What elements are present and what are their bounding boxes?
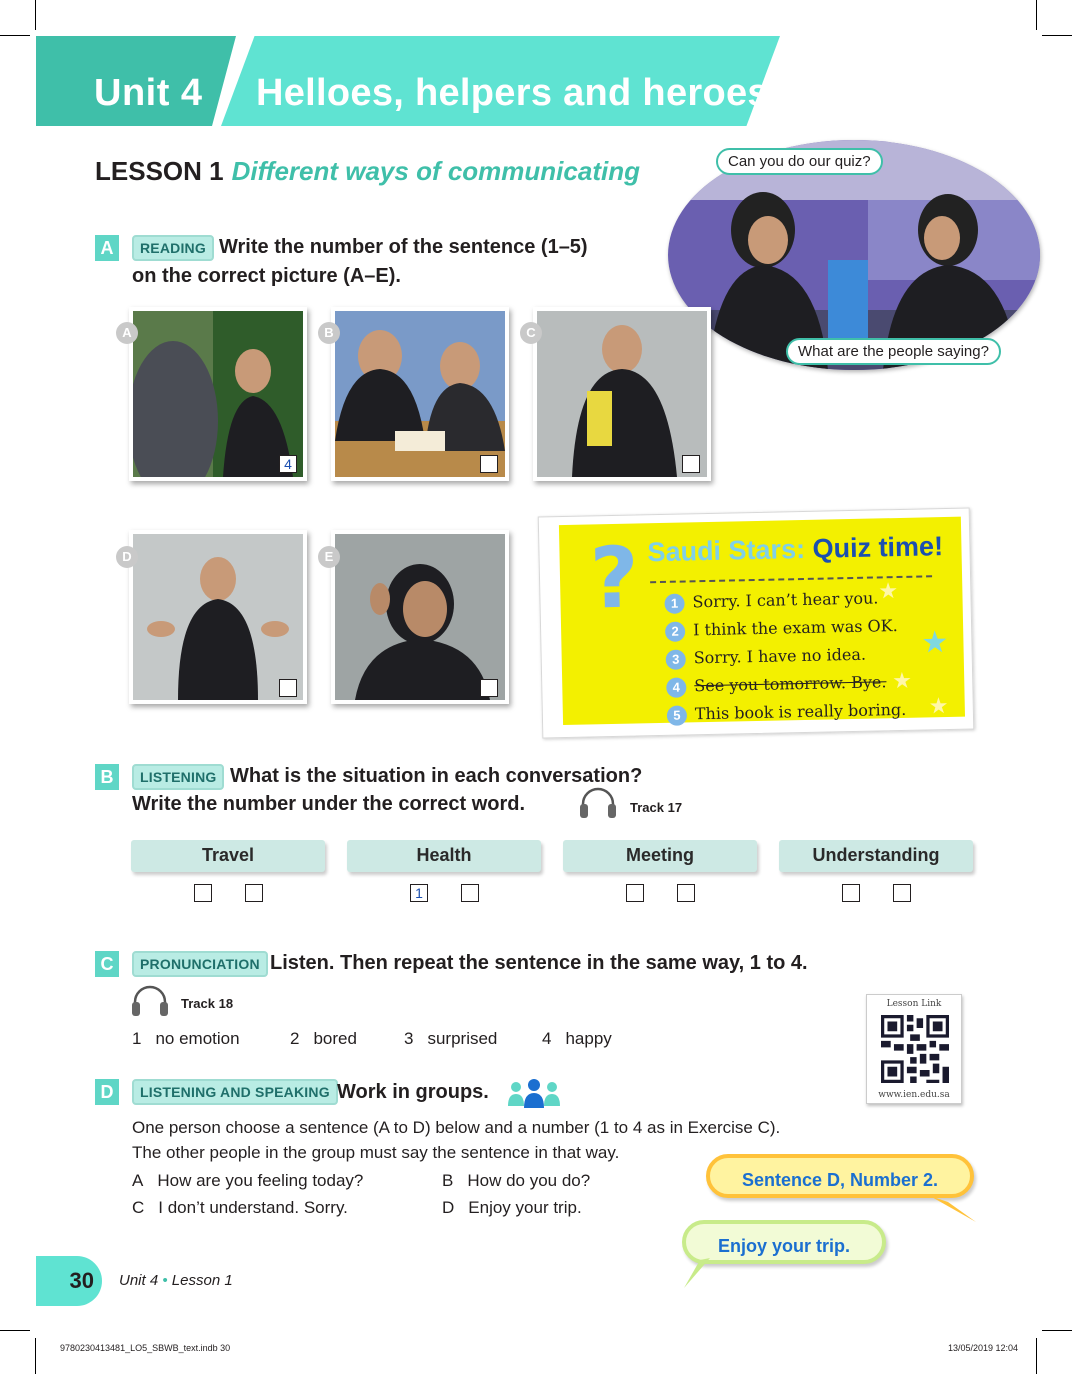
quiz-item-number: 2 <box>665 621 685 641</box>
section-b-instruction-line1: What is the situation in each conversation? <box>230 765 643 787</box>
emotion-option-text: happy <box>565 1029 612 1048</box>
quiz-title-part2: Quiz time! <box>812 531 944 564</box>
picture-d <box>129 530 307 704</box>
footer-separator: • <box>162 1272 168 1289</box>
crop-mark <box>1042 35 1072 36</box>
crop-mark <box>0 1330 30 1331</box>
emotion-option-text: surprised <box>427 1029 498 1048</box>
unit-banner <box>36 36 780 126</box>
section-b-instruction-line2: Write the number under the correct word. <box>132 793 526 815</box>
quiz-card-background <box>559 517 965 725</box>
emotion-option-number: 2 <box>290 1029 300 1048</box>
section-c-skill-tag: PRONUNCIATION <box>132 951 268 977</box>
quiz-title-part1: Saudi Stars: <box>647 533 806 568</box>
quiz-item-number: 4 <box>666 677 686 697</box>
emotion-option-text: bored <box>313 1029 357 1048</box>
sentence-option-letter: A <box>132 1171 144 1190</box>
lesson-label: LESSON 1 <box>95 156 224 186</box>
star-icon: ★ <box>921 625 949 660</box>
lesson-link-url: www.ien.edu.sa <box>878 1090 950 1100</box>
photo-bubble-top: Can you do our quiz? <box>716 148 883 175</box>
sentence-option <box>132 1198 348 1218</box>
meeting-answer-box[interactable] <box>677 884 695 902</box>
sentence-option-text: Enjoy your trip. <box>468 1198 582 1217</box>
section-d-body-line2: The other people in the group must say the sentence in that way. <box>132 1143 620 1162</box>
photo-bubble-bottom: What are the people saying? <box>786 338 1001 365</box>
lesson-link-label: Lesson Link <box>886 999 942 1009</box>
emotion-option-number: 1 <box>132 1029 142 1048</box>
travel-answer-box[interactable] <box>194 884 212 902</box>
unit-number: Unit 4 <box>94 72 203 114</box>
sentence-option <box>442 1198 582 1218</box>
speech-bubble-enjoy: Enjoy your trip. <box>682 1220 886 1264</box>
column-health: Health <box>347 840 541 872</box>
quiz-title <box>647 531 943 568</box>
travel-answer-box[interactable] <box>245 884 263 902</box>
section-d-letter: D <box>95 1079 119 1105</box>
track-17-label: Track 17 <box>630 800 683 815</box>
health-answer-box[interactable]: 1 <box>410 884 428 902</box>
picture-e <box>331 530 509 704</box>
print-slug-date: 13/05/2019 12:04 <box>948 1343 1019 1353</box>
quiz-item-text: Sorry. I have no idea. <box>693 644 867 668</box>
quiz-item-number: 1 <box>664 593 684 613</box>
sentence-option-text: I don’t understand. Sorry. <box>158 1198 348 1217</box>
crop-mark <box>1042 1330 1072 1331</box>
meeting-answer-box[interactable] <box>626 884 644 902</box>
sentence-option-text: How do you do? <box>467 1171 591 1190</box>
column-travel: Travel <box>131 840 325 872</box>
crop-mark <box>0 35 30 36</box>
section-d-body-line1: One person choose a sentence (A to D) below and a number (1 to 4 as in Exercise C). <box>132 1118 781 1137</box>
lesson-heading <box>95 156 640 187</box>
sentence-option-letter: C <box>132 1198 145 1217</box>
speech-bubble-tail <box>930 1196 980 1226</box>
picture-c-answer-box[interactable] <box>682 455 700 473</box>
footer-label <box>119 1272 233 1289</box>
lesson-subtitle: Different ways of communicating <box>231 156 640 186</box>
emotion-option <box>542 1029 612 1049</box>
emotion-option <box>132 1029 240 1049</box>
sentence-option-text: How are you feeling today? <box>157 1171 364 1190</box>
star-icon: ★ <box>891 667 913 694</box>
headphones-icon[interactable] <box>578 786 618 820</box>
group-icon <box>506 1076 562 1108</box>
crop-mark <box>1036 0 1037 30</box>
crop-mark <box>35 0 36 30</box>
picture-a-answer-box[interactable]: 4 <box>279 455 297 473</box>
emotion-option-text: no emotion <box>155 1029 240 1048</box>
emotion-option <box>290 1029 357 1049</box>
emotion-option-number: 3 <box>404 1029 414 1048</box>
section-a-instruction-line1: Write the number of the sentence (1–5) <box>219 236 588 258</box>
section-d-skill-tag: LISTENING AND SPEAKING <box>132 1079 338 1105</box>
quiz-item <box>666 672 887 698</box>
sentence-option <box>132 1171 363 1191</box>
section-b-letter: B <box>95 764 119 790</box>
quiz-item <box>667 700 907 726</box>
section-a-instruction-line2: on the correct picture (A–E). <box>132 265 401 287</box>
quiz-item-number: 3 <box>666 649 686 669</box>
section-c-letter: C <box>95 951 119 977</box>
emotion-option-number: 4 <box>542 1029 552 1048</box>
picture-e-answer-box[interactable] <box>480 679 498 697</box>
quiz-item-text: I think the exam was OK. <box>692 616 898 640</box>
footer-unit: Unit 4 <box>119 1272 159 1289</box>
section-c-instruction: Listen. Then repeat the sentence in the same way, 1 to 4. <box>270 952 808 974</box>
health-answer-box[interactable] <box>461 884 479 902</box>
quiz-item-text: Sorry. I can’t hear you. <box>692 588 879 612</box>
picture-b-label: B <box>318 322 340 344</box>
section-b-skill-tag: LISTENING <box>132 764 224 790</box>
quiz-item-number: 5 <box>667 705 687 725</box>
crop-mark <box>1036 1338 1037 1374</box>
star-icon: ★ <box>878 578 899 604</box>
speech-bubble-tail <box>680 1258 720 1292</box>
section-a-skill-tag: READING <box>132 235 214 261</box>
crop-mark <box>35 1338 36 1374</box>
qr-code-icon <box>881 1015 949 1083</box>
quiz-item <box>666 645 867 670</box>
section-a-letter: A <box>95 235 119 261</box>
question-mark-icon: ? <box>589 528 640 628</box>
quiz-card <box>538 508 975 739</box>
lesson-link-qr[interactable] <box>866 994 962 1104</box>
quiz-item <box>664 588 878 613</box>
speech-bubble-sentence-number: Sentence D, Number 2. <box>706 1154 974 1198</box>
column-meeting: Meeting <box>563 840 757 872</box>
picture-b-answer-box[interactable] <box>480 455 498 473</box>
unit-title: Helloes, helpers and heroes <box>256 72 769 114</box>
headphones-icon[interactable] <box>130 984 170 1018</box>
track-18-label: Track 18 <box>181 996 234 1011</box>
picture-d-label: D <box>116 546 138 568</box>
picture-c-label: C <box>520 322 542 344</box>
print-slug-file: 9780230413481_LO5_SBWB_text.indb 30 <box>60 1343 231 1353</box>
sentence-option-letter: B <box>442 1171 454 1190</box>
quiz-item-text-crossed: See you tomorrow. Bye. <box>694 672 887 696</box>
picture-a-label: A <box>116 322 138 344</box>
quiz-item-text: This book is really boring. <box>694 699 907 724</box>
understanding-answer-box[interactable] <box>842 884 860 902</box>
picture-e-label: E <box>318 546 340 568</box>
page-number: 30 <box>36 1256 102 1306</box>
picture-d-answer-box[interactable] <box>279 679 297 697</box>
star-icon: ★ <box>928 692 949 719</box>
section-d-instruction: Work in groups. <box>337 1081 489 1103</box>
column-understanding: Understanding <box>779 840 973 872</box>
footer-lesson: Lesson 1 <box>171 1272 233 1289</box>
understanding-answer-box[interactable] <box>893 884 911 902</box>
quiz-item <box>665 616 898 642</box>
sentence-option-letter: D <box>442 1198 455 1217</box>
emotion-option <box>404 1029 497 1049</box>
sentence-option <box>442 1171 590 1191</box>
